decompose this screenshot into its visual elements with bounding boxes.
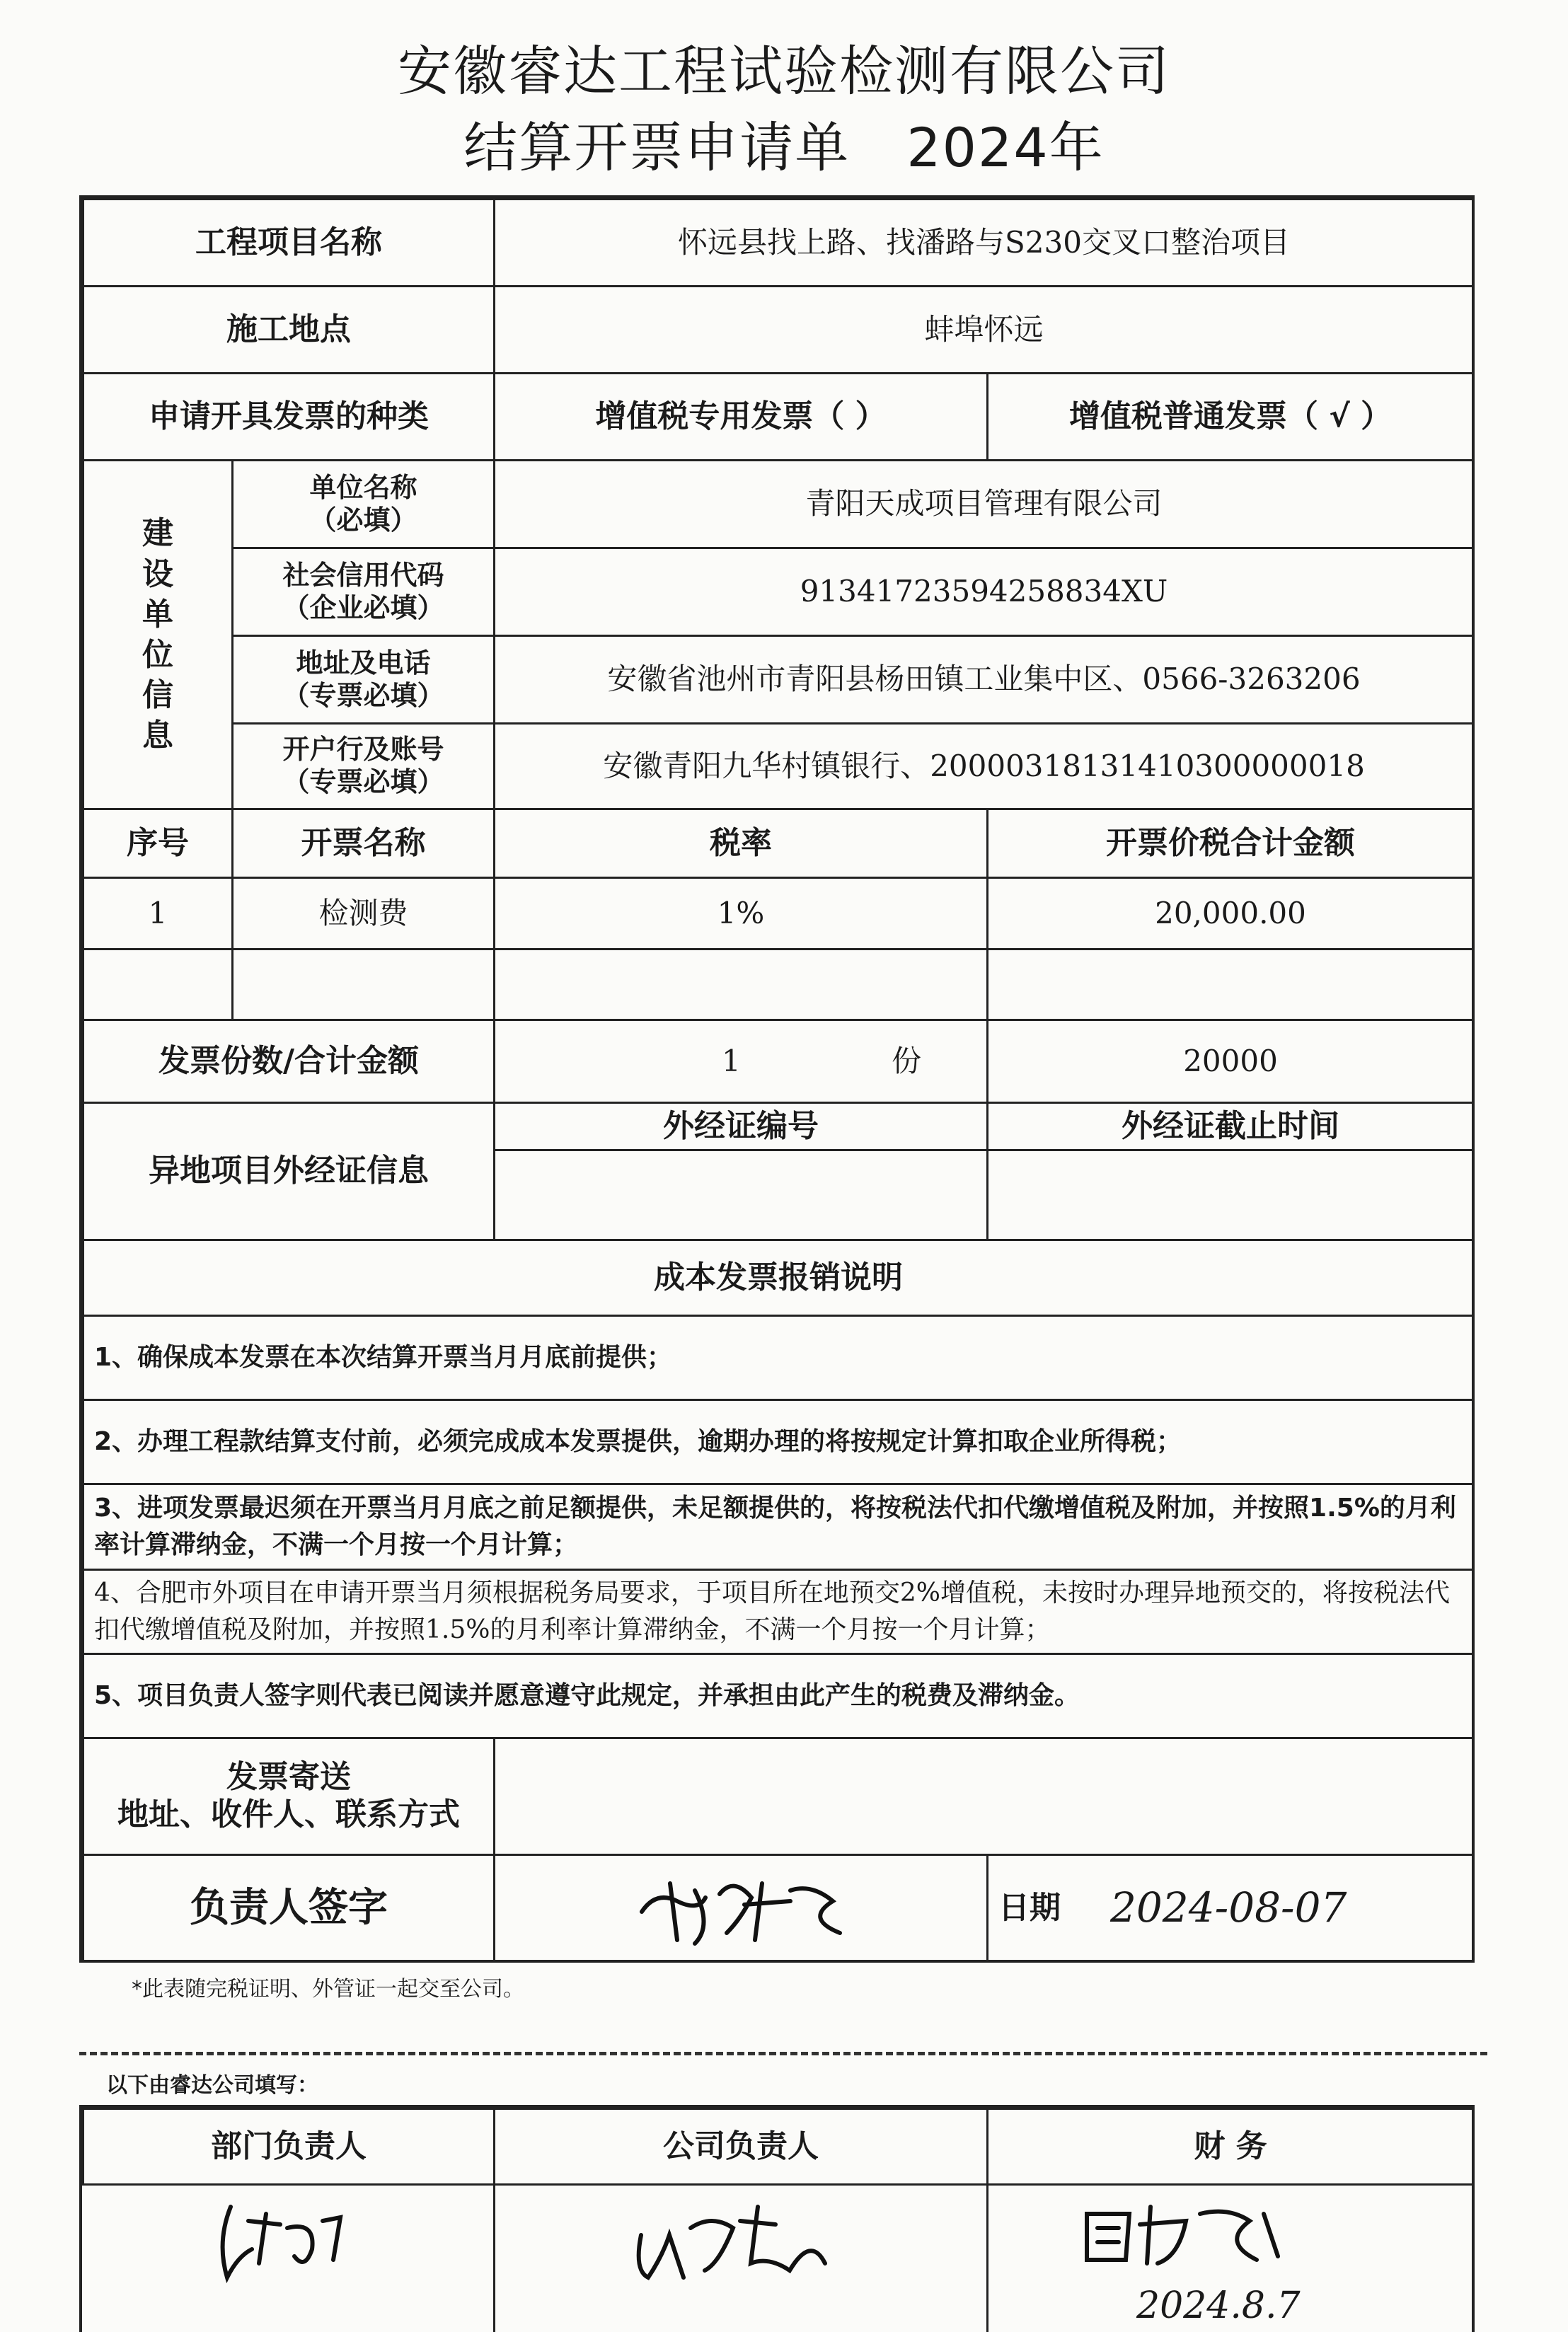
invoice-count-value: 1 [722,1043,741,1078]
site-value: 蚌埠怀远 [493,285,1475,374]
label-line: 开户行及账号 [282,734,444,766]
note-item: 3、进项发票最迟须在开票当月月底之前足额提供，未足额提供的，将按税法代扣代缴增值税及附加，并按照1.5%的月利率计算滞纳金，不满一个月按一个月计算； [82,1483,1475,1571]
site-label: 施工地点 [82,285,495,374]
signature-label: 负责人签字 [82,1854,495,1963]
form-year: 2024年 [906,116,1105,179]
note-item: 2、办理工程款结算支付前，必须完成成本发票提供，逾期办理的将按规定计算扣取企业所得税； [82,1399,1475,1485]
vat-special-option: 增值税专用发票（ ） [493,372,988,461]
column-divider [493,2183,495,2332]
cut-line [79,2052,1487,2055]
credit-code-value: 91341723594258834XU [493,547,1475,637]
label-note: （专票必填） [282,679,444,711]
label-note: （必填） [309,504,417,536]
remote-cert-no-header: 外经证编号 [493,1102,988,1151]
empty-cell [82,948,234,1021]
empty-cell [493,948,988,1021]
builder-char: 信 [142,677,173,714]
project-name-label: 工程项目名称 [82,198,495,287]
builder-info-group-label [82,459,234,810]
column-divider [986,2183,988,2332]
note-item: 1、确保成本发票在本次结算开票当月月底前提供； [82,1315,1475,1401]
builder-char: 设 [142,555,173,592]
builder-char: 位 [142,637,173,673]
label-note: （企业必填） [282,591,444,623]
item-no: 1 [82,877,234,950]
col-no-header: 序号 [82,808,234,879]
form-name: 结算开票申请单 [463,116,851,179]
invoice-type-label: 申请开具发票的种类 [82,372,495,461]
dept-head-signature [188,2193,372,2292]
address-phone-value: 安徽省池州市青阳县杨田镇工业集中区、0566-3263206 [493,635,1475,725]
delivery-label [82,1737,495,1856]
label-line: 单位名称 [309,471,417,503]
invoice-count-unit: 份 [892,1043,922,1078]
totals-label: 发票份数/合计金额 [82,1019,495,1104]
invoice-count [493,1019,988,1104]
approval-table [79,2105,1475,2332]
remote-info-label: 异地项目外经证信息 [82,1102,495,1241]
settlement-form [79,195,1475,1963]
item-amount: 20,000.00 [986,877,1475,950]
empty-cell [231,948,495,1021]
col-name-header: 开票名称 [231,808,495,879]
finance-signature [1073,2193,1299,2270]
empty-cell [986,948,1475,1021]
finance-date: 2024.8.7 [1136,2285,1301,2327]
form-title [0,105,1568,182]
address-phone-label [231,635,495,725]
handwritten-signature [628,1862,854,1954]
notes-heading: 成本发票报销说明 [82,1239,1475,1317]
label-line: 社会信用代码 [282,559,444,591]
date-cell [986,1854,1475,1963]
col-rate-header: 税率 [493,808,988,879]
date-label: 日期 [998,1889,1061,1926]
item-name: 检测费 [231,877,495,950]
bank-account-value: 安徽青阳九华村镇银行、20000318131410300000018 [493,722,1475,810]
delivery-label-line1: 发票寄送 [226,1759,351,1796]
total-amount: 20000 [986,1019,1475,1104]
company-fill-note: 以下由睿达公司填写： [106,2073,318,2098]
credit-code-label [231,547,495,637]
remote-cert-expiry-header: 外经证截止时间 [986,1102,1475,1151]
item-rate: 1% [493,877,988,950]
delivery-label-line2: 地址、收件人、联系方式 [117,1796,460,1832]
delivery-value [493,1737,1475,1856]
signature-cell [493,1854,988,1963]
bank-account-label [231,722,495,810]
unit-name-label [231,459,495,549]
project-name-value: 怀远县找上路、找潘路与S230交叉口整治项目 [493,198,1475,287]
dept-head-header: 部门负责人 [82,2108,495,2186]
label-line: 地址及电话 [296,647,431,679]
footnote: *此表随完税证明、外管证一起交至公司。 [132,1977,524,2002]
col-amount-header: 开票价税合计金额 [986,808,1475,879]
remote-cert-expiry-value [986,1149,1475,1241]
builder-char: 建 [142,515,173,552]
builder-char: 息 [142,717,173,754]
company-head-signature [620,2193,846,2292]
label-note: （专票必填） [282,766,444,797]
note-item: 4、合肥市外项目在申请开票当月须根据税务局要求，于项目所在地预交2%增值税，未按时办理异地预交的，将按税法代扣代缴增值税及附加，并按照1.5%的月利率计算滞纳金，不满一个月按一个月计算； [82,1569,1475,1655]
handwritten-date: 2024-08-07 [1110,1883,1347,1932]
remote-cert-no-value [493,1149,988,1241]
vat-normal-option: 增值税普通发票（ √ ） [986,372,1475,461]
builder-char: 单 [142,596,173,633]
company-title: 安徽睿达工程试验检测有限公司 [398,40,1170,103]
note-item: 5、项目负责人签字则代表已阅读并愿意遵守此规定，并承担由此产生的税费及滞纳金。 [82,1653,1475,1739]
company-head-header: 公司负责人 [493,2108,988,2186]
unit-name-value: 青阳天成项目管理有限公司 [493,459,1475,549]
finance-header: 财 务 [986,2108,1475,2186]
